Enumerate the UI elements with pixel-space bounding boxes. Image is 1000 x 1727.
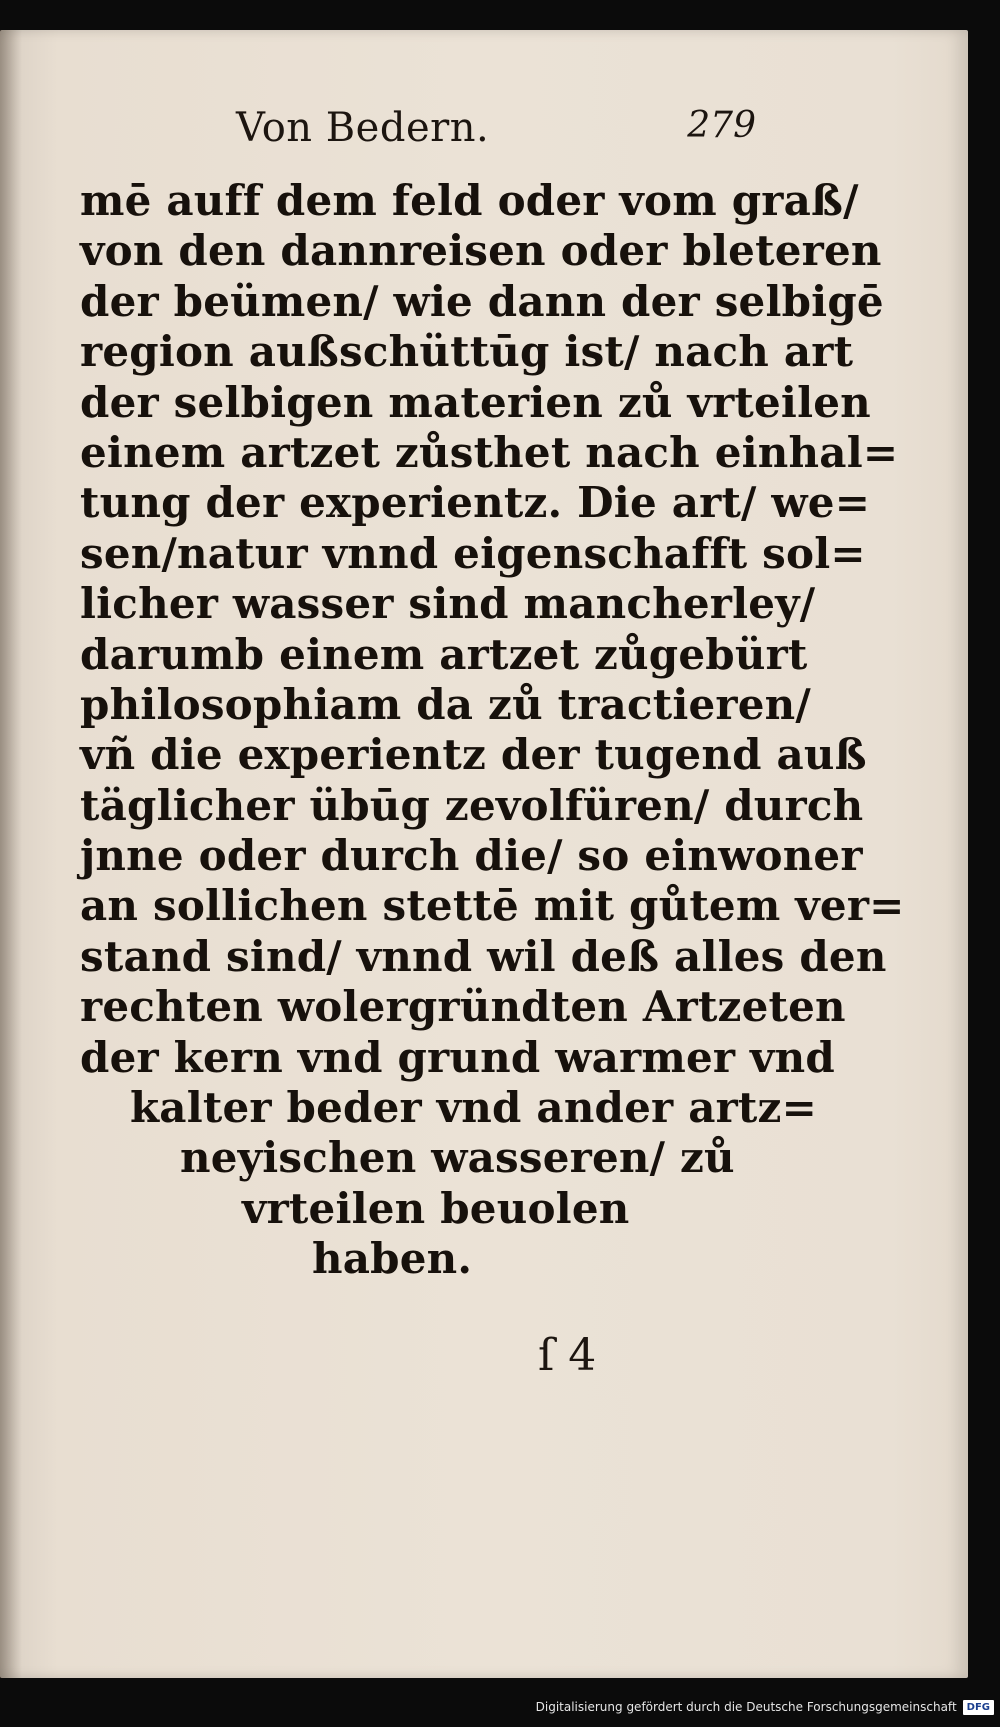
digitization-footer: [536, 1691, 994, 1723]
spine-shadow: [0, 30, 22, 1678]
text-line: von den dannreisen oder bleteren: [80, 226, 882, 276]
text-line: neyischen wasseren/ zů: [180, 1133, 735, 1183]
body-text: [80, 176, 905, 1285]
text-line: region außschüttūg ist/ nach art: [80, 327, 854, 377]
funding-credit: Digitalisierung gefördert durch die Deutsche Forschungsgemeinschaft: [535, 1700, 957, 1714]
text-line: stand sind/ vnnd wil deß alles den: [80, 931, 887, 981]
text-line: jnne oder durch die/ so einwoner: [80, 831, 863, 881]
text-line: kalter beder vnd ander artz=: [130, 1083, 817, 1133]
text-line: licher wasser sind mancherley/: [80, 579, 816, 629]
running-header: [236, 105, 756, 175]
text-line: täglicher übūg zevolfüren/ durch: [80, 780, 864, 830]
text-line: an sollichen stettē mit gůtem ver=: [80, 881, 905, 931]
text-line: mē auff dem feld oder vom graß/: [80, 176, 859, 225]
text-line: der kern vnd grund warmer vnd: [80, 1032, 835, 1082]
text-line: der beümen/ wie dann der selbigē: [80, 276, 884, 326]
text-line: haben.: [312, 1234, 473, 1284]
text-line: einem artzet zůsthet nach einhal=: [80, 427, 899, 477]
signature-mark: ſ 4: [538, 1330, 597, 1381]
text-line: philosophiam da zů tractieren/: [80, 679, 811, 729]
text-line: sen/natur vnnd eigenschafft sol=: [80, 528, 866, 578]
text-line: tung der experientz. Die art/ we=: [80, 478, 871, 528]
dfg-logo: DFG: [963, 1700, 994, 1715]
text-line: der selbigen materien zů vrteilen: [80, 377, 871, 427]
text-line: darumb einem artzet zůgebürt: [80, 629, 808, 679]
page-number: 279: [687, 105, 756, 146]
text-line: vñ die experientz der tugend auß: [80, 730, 867, 780]
running-title: Von Bedern.: [236, 105, 490, 151]
text-line: vrteilen beuolen: [242, 1183, 630, 1233]
text-line: rechten wolergründten Artzeten: [80, 982, 846, 1032]
